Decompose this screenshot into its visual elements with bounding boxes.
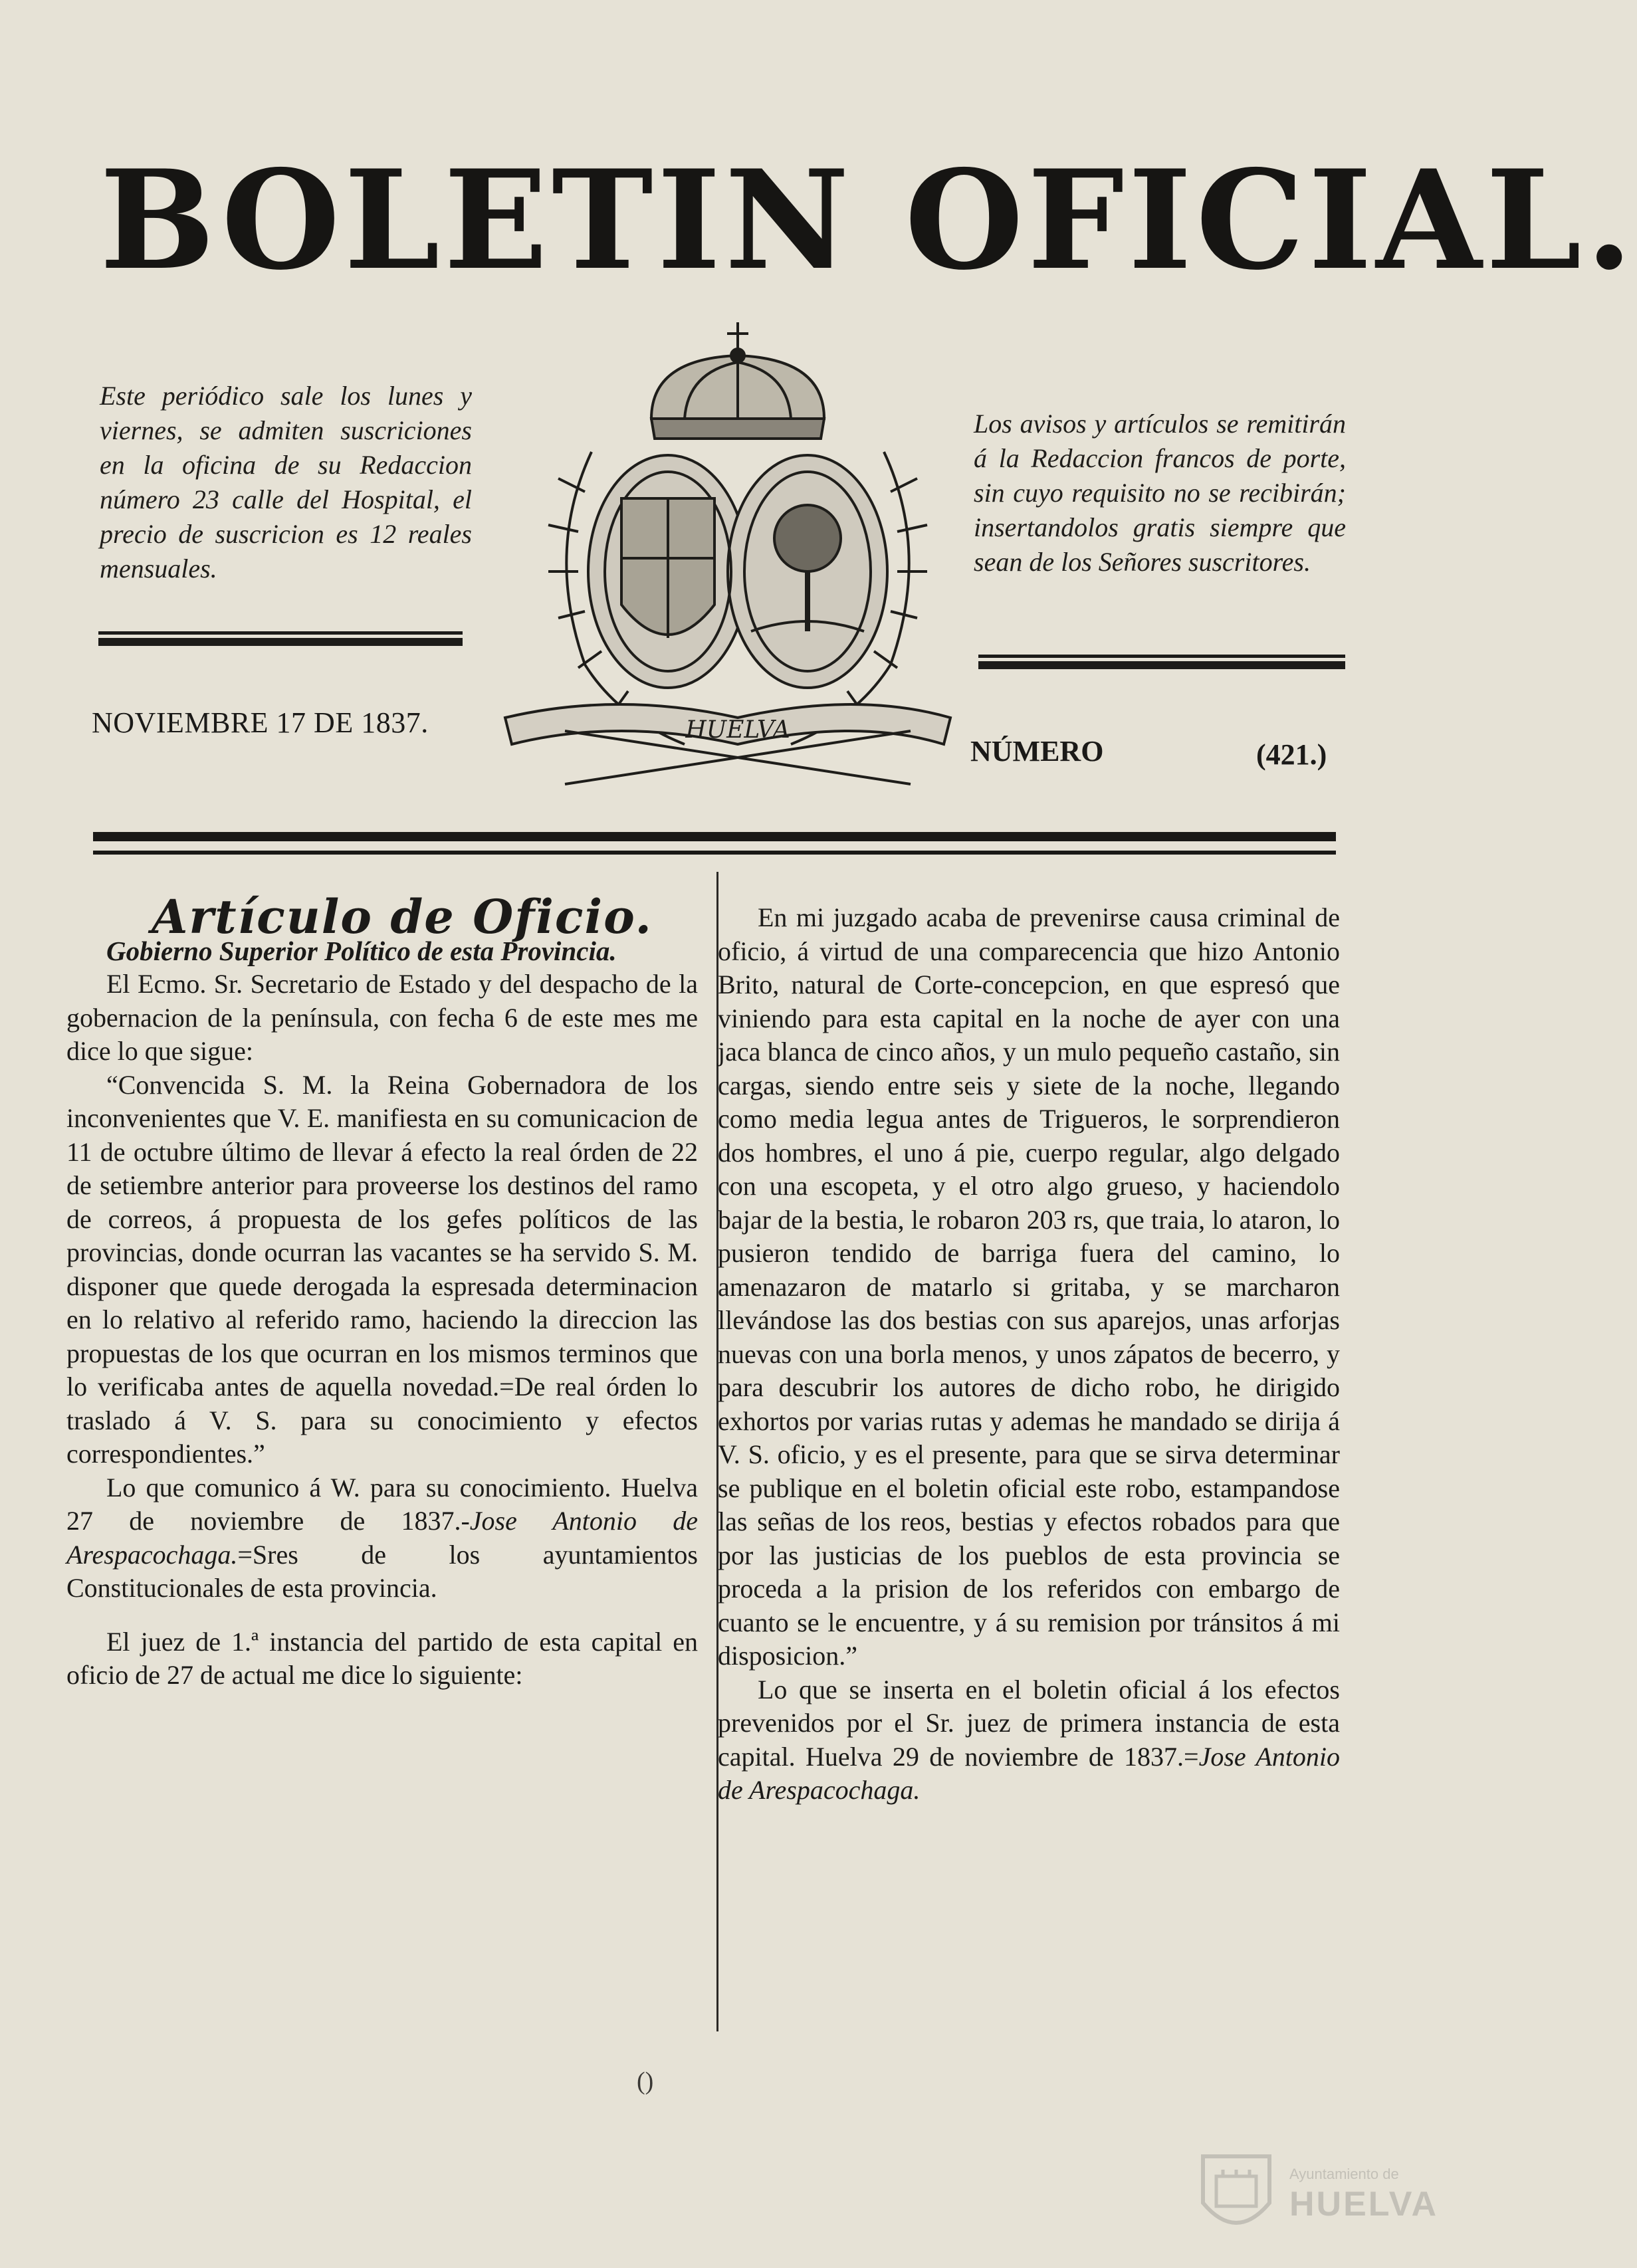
issue-number: (421.) — [1256, 738, 1327, 771]
section-title: Artículo de Oficio. — [152, 889, 653, 944]
submission-notice: Los avisos y artículos se remitirán á la Redaccion francos de porte, sin cuyo requisito no se recibirán; insertandolos gratis siempre que sean de los Señores suscritores. — [974, 409, 1346, 577]
huelva-coat-of-arms-icon — [485, 319, 964, 824]
signature: Jose Antonio de Arespacochaga. — [718, 1741, 1340, 1805]
paragraph-text: Lo que comunico á W. para su conocimiento. Huelva 27 de noviembre de 1837.- — [66, 1472, 698, 1536]
castle-shield-icon — [1196, 2143, 1276, 2243]
article-subhead: Gobierno Superior Político de esta Provincia. — [106, 935, 617, 966]
crest-ribbon-label: HUELVA — [685, 716, 790, 744]
paragraph: El Ecmo. Sr. Secretario de Estado y del despacho de la gobernacion de la península, con fecha 6 de este mes me dice lo que sigue: — [66, 969, 698, 1066]
paragraph: En mi juzgado acaba de prevenirse causa criminal de oficio, á virtud de una comparecencia que hizo Antonio Brito, natural de Corte-concepcion, en que espresó que viniendo para esta capital en la noche de ayer con una jaca blanca de cinco años, y un mulo pequeño castaño, sin cargas, siendo entre seis y siete de la noche, llegando como media legua antes de Trigueros, le sorprendieron dos hombres, el uno á pie, cuerpo regular, algo delgado con una escopeta, y el otro algo grueso, y haciendolo bajar de la bestia, le robaron 203 rs, que traia, lo ataron, lo pusieron tendido de barriga fuera del camino, lo amenazaron de matarlo si gritaba, y se marcharon llevándose las dos bestias con sus aparejos, unas arforjas nuevas con una borla menos, y unos zápatos de becerro, y para descubrir los autores de dicho robo, he dirigido exhortos por varias rutas y ademas he mandado se dirija á V. S. oficio, y es el presente, para que se sirva determinar se publique en el boletin oficial este robo, estampandose las señas de los reos, bestias y efectos robados para que por las justicias de los pueblos de esta provincia se proceda a la prision de los referidos con embargo de cuanto se le encuentre, y á su remision por tránsitos á mi disposicion.” — [718, 902, 1340, 1671]
paragraph: El juez de 1.ª instancia del partido de esta capital en oficio de 27 de actual me dice lo siguiente: — [66, 1626, 698, 1690]
left-column — [66, 889, 698, 1693]
watermark-line2: HUELVA — [1289, 2185, 1439, 2223]
right-column — [718, 901, 1340, 1807]
issue-number-label: NÚMERO — [970, 735, 1104, 768]
watermark-line1: Ayuntamiento de — [1289, 2166, 1399, 2182]
subscription-notice: Este periódico sale los lunes y viernes, se admiten suscriciones en la oficina de su Redaccion número 23 calle del Hospital, el precio de suscricion es 12 reales mensuales. — [100, 381, 472, 583]
divider-left — [98, 631, 463, 646]
signature: Jose Antonio de Arespacochaga. — [66, 1506, 698, 1570]
divider-right — [978, 655, 1345, 669]
paragraph — [66, 1471, 698, 1605]
paragraph — [718, 1673, 1340, 1807]
issue-date: NOVIEMBRE 17 DE 1837. — [92, 706, 429, 739]
paragraph: “Convencida S. M. la Reina Gobernadora de los inconvenientes que V. E. manifiesta en su comunicacion de 11 de octubre último de llevar á efecto la real órden de 22 de setiembre anterior para proveerse los destinos del ramo de correos, á propuesta de los gefes políticos de las provincias, donde ocurran las vacantes se ha servido S. M. disponer que quede derogada la espresada determinacion en lo relativo al referido ramo, haciendo la direccion las propuestas de los que ocurran en los mismos terminos que lo verificaba antes de aquella novedad.=De real órden lo traslado á V. S. para su conocimiento y efectos correspondientes.” — [66, 1069, 698, 1469]
paragraph-text: Lo que se inserta en el boletin oficial á los efectos prevenidos por el Sr. juez de primera instancia de esta capital. Huelva 29 de noviembre de 1837.= — [718, 1674, 1340, 1772]
masthead-title: BOLETIN OFICIAL. — [100, 141, 1637, 300]
header-rule — [93, 832, 1336, 855]
page-mark: () — [637, 2067, 654, 2095]
paragraph-text: =Sres de los ayuntamientos Constitucionales de esta provincia. — [66, 1539, 698, 1603]
archive-watermark — [1196, 2143, 1462, 2249]
